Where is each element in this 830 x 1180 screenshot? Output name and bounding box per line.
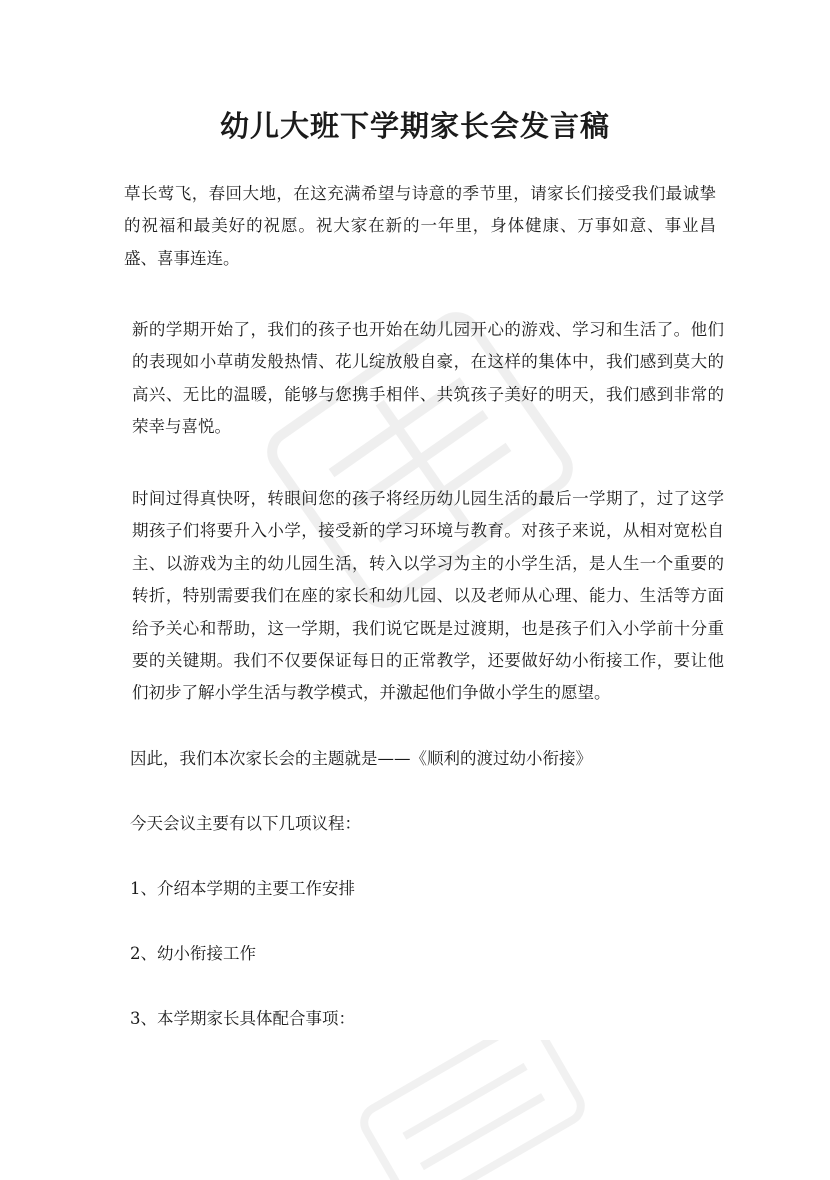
watermark-logo-bottom	[320, 1040, 620, 1180]
agenda-item-3: 3、本学期家长具体配合事项：	[130, 1009, 355, 1028]
paragraph-transition: 时间过得真快呀，转眼间您的孩子将经历幼儿园生活的最后一学期了，过了这学期孩子们将要升入小学，接受新的学习环境与教育。对孩子来说，从相对宽松自主、以游戏为主的幼儿园生活，转入以学习为主的小学生活，是人生一个重要的转折，特别需要我们在座的家长和幼儿园、以及老师从心理、能力、生活等方面给予关心和帮助，这一学期，我们说它既是过渡期，也是孩子们入小学前十分重要的关键期。我们不仅要保证每日的正常教学，还要做好幼小衔接工作，要让他们初步了解小学生活与教学模式，并激起他们争做小学生的愿望。	[132, 489, 724, 703]
agenda-intro: 今天会议主要有以下几项议程：	[130, 814, 361, 833]
page-title: 幼儿大班下学期家长会发言稿	[219, 109, 610, 143]
agenda-item-1: 1、介绍本学期的主要工作安排	[130, 879, 355, 898]
theme-line: 因此，我们本次家长会的主题就是——《顺利的渡过幼小衔接》	[130, 749, 592, 768]
paragraph-greeting: 草长莺飞，春回大地，在这充满希望与诗意的季节里，请家长们接受我们最诚挚的祝福和最美好的祝愿。祝大家在新的一年里，身体健康、万事如意、事业昌盛、喜事连连。	[124, 184, 716, 268]
paragraph-new-semester: 新的学期开始了，我们的孩子也开始在幼儿园开心的游戏、学习和生活了。他们的表现如小草萌发般热情、花儿绽放般自豪，在这样的集体中，我们感到莫大的高兴、无比的温暖，能够与您携手相伴、共筑孩子美好的明天，我们感到非常的荣幸与喜悦。	[132, 320, 724, 437]
agenda-item-2: 2、幼小衔接工作	[130, 944, 256, 963]
